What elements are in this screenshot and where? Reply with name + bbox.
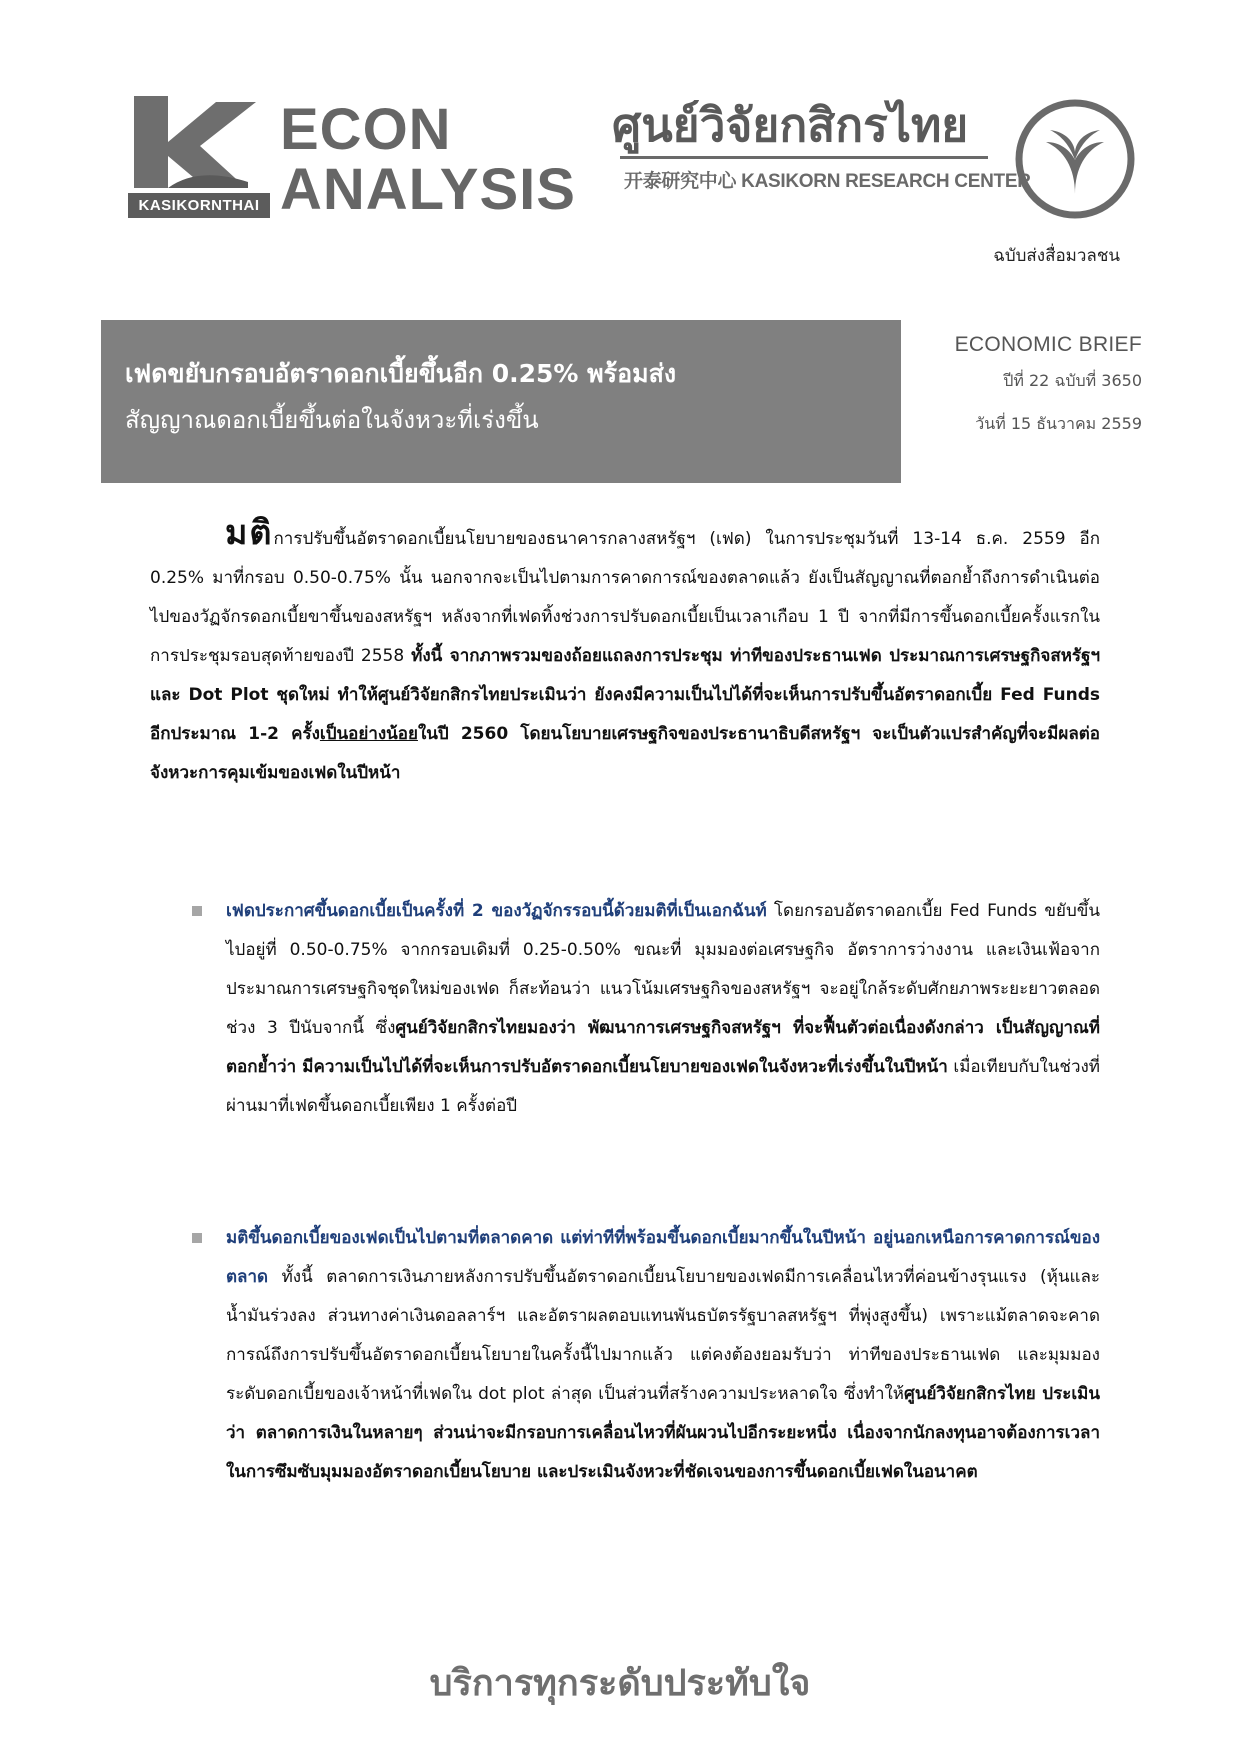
analysis-word: ANALYSIS [280, 157, 576, 222]
bullet-1-bold: ศูนย์วิจัยกสิกรไทยมองว่า พัฒนาการเศรษฐกิจสหรัฐฯ ที่จะฟื้นตัวต่อเนื่องดังกล่าว เป็นสัญญาณที่ตอกย้ำว่า มีความเป็นไปได้ที่จะเห็นการปรับอัตราดอกเบี้ยนโยบายของเฟดในจังหวะที่เร่งขึ้นในปีหน้า [226, 1018, 1100, 1077]
kasikorn-research-center-logo [612, 96, 1134, 226]
econ-analysis-wordmark [280, 97, 576, 222]
bullet-1-text: โดยกรอบอัตราดอกเบี้ย Fed Funds ขยับขึ้นไปอยู่ที่ 0.50-0.75% จากกรอบเดิมที่ 0.25-0.50% ขณะที่ มุมมองต่อเศรษฐกิจ อัตราการว่างงาน และเงินเฟ้อจากประมาณการเศรษฐกิจชุดใหม่ของเฟด ก็สะท้อนว่า แนวโน้มเศรษฐกิจของสหรัฐฯ จะอยู่ใกล้ระดับศักยภาพระยะยาวตลอดช่วง 3 ปีนับจากนี้ ซึ่ง [226, 901, 1100, 1038]
bullet-2-text: ทั้งนี้ ตลาดการเงินภายหลังการปรับขึ้นอัตราดอกเบี้ยนโยบายของเฟดมีการเคลื่อนไหวที่ค่อนข้างรุนแรง (หุ้นและน้ำมันร่วงลง ส่วนทางค่าเงินดอลลาร์ฯ และอัตราผลตอบแทนพันธบัตรรัฐบาลสหรัฐฯ ที่พุ่งสูงขึ้น) เพราะแม้ตลาดจะคาดการณ์ถึงการปรับขึ้นอัตราดอกเบี้ยนโยบายในครั้งนี้ไปมากแล้ว แต่คงต้องยอมรับว่า ท่าทีของประธานเฟด และมุมมองระดับดอกเบี้ยของเจ้าหน้าที่เฟดใน dot plot ล่าสุด เป็นส่วนที่สร้างความประหลาดใจ ซึ่งทำให้ [226, 1267, 1100, 1404]
lead-text: การปรับขึ้นอัตราดอกเบี้ยนโยบายของธนาคารกลางสหรัฐฯ (เฟด) ในการประชุมวันที่ 13-14 ธ.ค. 2559 อีก 0.25% มาที่กรอบ 0.50-0.75% นั้น นอกจากจะเป็นไปตามการคาดการณ์ของตลาดแล้ว ยังเป็นสัญญาณที่ตอกย้ำถึงการดำเนินต่อไปของวัฏจักรดอกเบี้ยขาขึ้นของสหรัฐฯ หลังจากที่เฟดทิ้งช่วงการปรับดอกเบี้ยเป็นเวลาเกือบ 1 ปี จากที่มีการขึ้นดอกเบี้ยครั้งแรกในการประชุมรอบสุดท้ายของปี 2558 [150, 529, 1100, 666]
research-center-english-name: 开泰研究中心 KASIKORN RESEARCH CENTER [624, 171, 1031, 192]
lead-bold-text-end: ในปี 2560 โดยนโยบายเศรษฐกิจของประธานาธิบดีสหรัฐฯ จะเป็นตัวแปรสำคัญที่จะมีผลต่อจังหวะการคุมเข้มของเฟดในปีหน้า [150, 724, 1100, 783]
media-release-note: ฉบับส่งสื่อมวลชน [993, 246, 1120, 266]
lead-bold-text: ทั้งนี้ จากภาพรวมของถ้อยแถลงการประชุม ท่าทีของประธานเฟด ประมาณการเศรษฐกิจสหรัฐฯ และ Dot Plot ชุดใหม่ ทำให้ศูนย์วิจัยกสิกรไทยประเมินว่า ยังคงมีความเป็นไปได้ที่จะเห็นการปรับขึ้นอัตราดอกเบี้ย Fed Funds อีกประมาณ 1-2 ครั้ง [150, 646, 1100, 744]
economic-brief-label: ECONOMIC BRIEF [954, 333, 1142, 356]
drop-cap: มติ [225, 513, 274, 553]
bullet-square-icon [192, 1233, 202, 1243]
bullet-2-heading: มติขึ้นดอกเบี้ยของเฟดเป็นไปตามที่ตลาดคาด แต่ท่าทีที่พร้อมขึ้นดอกเบี้ยมากขึ้นในปีหน้า อยู่นอกเหนือการคาดการณ์ของตลาด [226, 1228, 1100, 1287]
footer-slogan: บริการทุกระดับประทับใจ [429, 1663, 811, 1704]
title-box [101, 320, 901, 483]
research-center-thai-name: ศูนย์วิจัยกสิกรไทย [612, 98, 969, 152]
bullet-1-heading: เฟดประกาศขึ้นดอกเบี้ยเป็นครั้งที่ 2 ของวัฏจักรรอบนี้ด้วยมติที่เป็นเอกฉันท์ [226, 901, 767, 921]
bullet-paragraph-2 [226, 1219, 1100, 1492]
lead-paragraph [150, 514, 1100, 793]
brief-meta [880, 333, 1142, 437]
issue-number: ปีที่ 22 ฉบับที่ 3650 [1003, 371, 1142, 390]
logo-divider [620, 156, 988, 159]
kasikornthai-econ-analysis-logo [128, 96, 576, 224]
bullet-2-bold: ศูนย์วิจัยกสิกรไทย ประเมินว่า ตลาดการเงินในหลายๆ ส่วนน่าจะมีกรอบการเคลื่อนไหวที่ผันผวนไปอีกระยะหนึ่ง เนื่องจากนักลงทุนอาจต้องการเวลาในการซึมซับมุมมองอัตราดอกเบี้ยนโยบาย และประเมินจังหวะที่ชัดเจนของการขึ้นดอกเบี้ยเฟดในอนาคต [226, 1384, 1100, 1482]
bullet-1-text-end: เมื่อเทียบกับในช่วงที่ผ่านมาที่เฟดขึ้นดอกเบี้ยเพียง 1 ครั้งต่อปี [226, 1057, 1100, 1116]
bullet-square-icon [192, 906, 202, 916]
title-line-1: เฟดขยับกรอบอัตราดอกเบี้ยขึ้นอีก 0.25% พร้อมส่ง [125, 359, 677, 388]
title-line-2: สัญญาณดอกเบี้ยขึ้นต่อในจังหวะที่เร่งขึ้น [125, 406, 539, 434]
issue-date: วันที่ 15 ธันวาคม 2559 [975, 414, 1142, 433]
bullet-paragraph-1 [226, 892, 1100, 1126]
lead-underlined-text: เป็นอย่างน้อย [319, 724, 418, 744]
kasikornthai-label: KASIKORNTHAI [128, 193, 270, 218]
kbank-seal-icon [1014, 98, 1136, 220]
econ-word: ECON [280, 97, 452, 162]
